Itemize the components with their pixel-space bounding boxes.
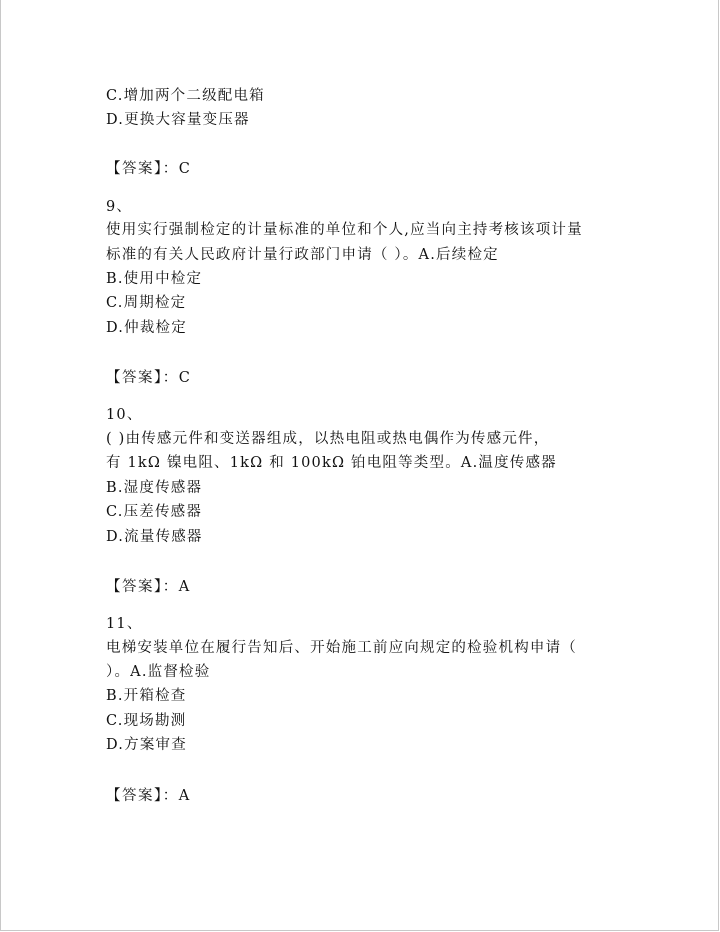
question-number-10: 10、 [106, 407, 143, 423]
question-11-text-line-1: 电梯安装单位在履行告知后、开始施工前应向规定的检验机构申请（ [106, 640, 577, 656]
answer-q8: 【答案】：C [106, 161, 192, 177]
question-9-text-line-2: 标准的有关人民政府计量行政部门申请（ ）。A.后续检定 [106, 247, 499, 263]
question-9-text-line-1: 使用实行强制检定的计量标准的单位和个人,应当向主持考核该项计量 [106, 222, 583, 238]
answer-q9: 【答案】：C [106, 370, 192, 386]
question-number-9: 9、 [106, 199, 133, 215]
option-c-q11: C.现场勘测 [106, 713, 187, 729]
option-d-q8: D.更换大容量变压器 [106, 112, 250, 128]
answer-q11: 【答案】：A [106, 788, 191, 804]
question-10-text-line-1: ( )由传感元件和变送器组成，以热电阻或热电偶作为传感元件， [106, 431, 550, 447]
option-b-q9: B.使用中检定 [106, 271, 203, 287]
option-d-q11: D.方案审查 [106, 737, 187, 753]
option-c-q10: C.压差传感器 [106, 504, 203, 520]
option-b-q10: B.湿度传感器 [106, 480, 203, 496]
option-c-q8: C.增加两个二级配电箱 [106, 88, 265, 104]
option-d-q10: D.流量传感器 [106, 529, 203, 545]
question-10-text-line-2: 有 1kΩ 镍电阻、1kΩ 和 100kΩ 铂电阻等类型。A.温度传感器 [106, 455, 557, 471]
option-b-q11: B.开箱检查 [106, 688, 187, 704]
option-d-q9: D.仲裁检定 [106, 320, 187, 336]
question-number-11: 11、 [106, 616, 143, 632]
answer-q10: 【答案】：A [106, 579, 191, 595]
question-11-text-line-2: ）。A.监督检验 [106, 664, 211, 680]
option-c-q9: C.周期检定 [106, 295, 187, 311]
